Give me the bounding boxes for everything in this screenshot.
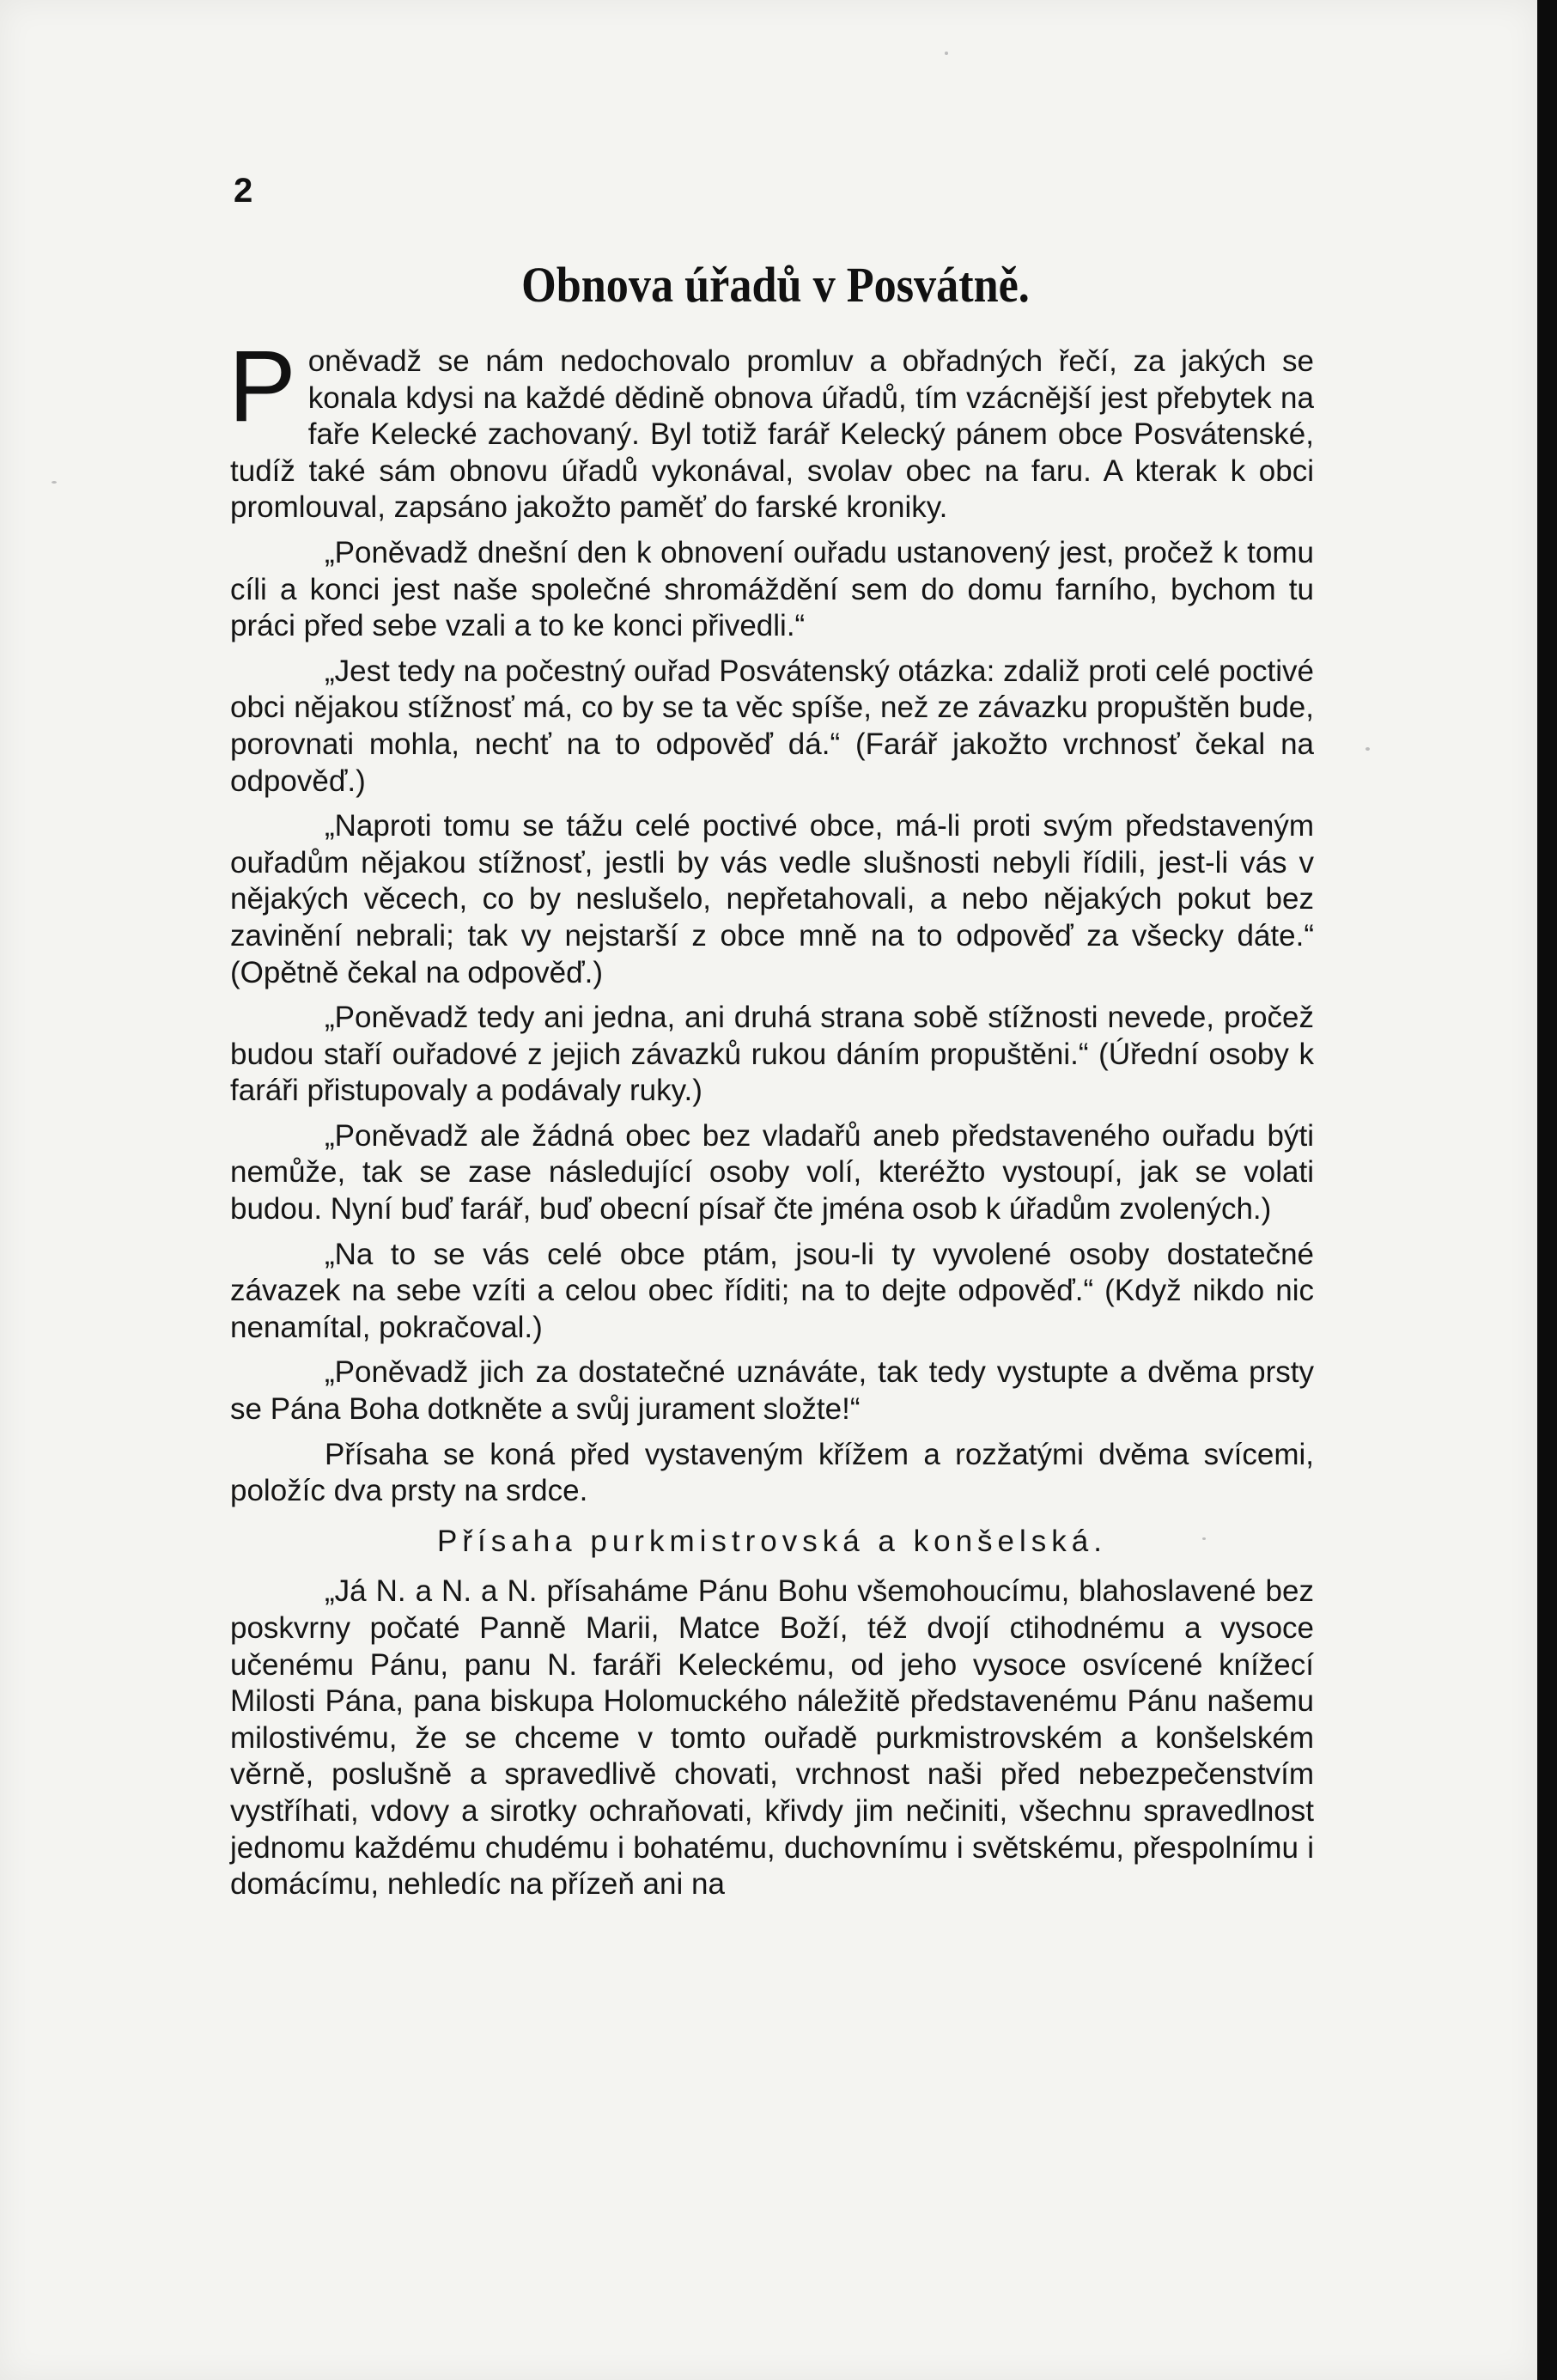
paragraph: „Jest tedy na počestný ouřad Posvátenský otázka: zdaliž proti celé poctivé obci nějakou stížnosť má, co by se ta věc spíše, než ze závazku propuštěn bude, porovnati mohla, nechť na to odpověď dá.“ (Farář jakožto vrchnosť čekal na odpověď.) — [230, 654, 1314, 798]
paragraph: „Na to se vás celé obce ptám, jsou-li ty vyvolené osoby dostatečné závazek na sebe vzíti a celou obec říditi; na to dejte odpověď.“ (Když nikdo nic nenamítal, pokračoval.) — [230, 1237, 1314, 1344]
paper-speck — [52, 481, 57, 484]
paragraph: „Poněvadž tedy ani jedna, ani druhá strana sobě stížnosti nevede, pročež budou staří ouřadové z jejich závazků rukou dáním propuštěni.“ (Úřední osoby k faráři přistupovaly a podávaly ruky.) — [230, 1001, 1314, 1108]
paragraph: „Naproti tomu se tážu celé poctivé obce, má-li proti svým představeným ouřadům nějakou stížnosť, jestli by vás vedle slušnosti nebyli řídili, jest-li vás v nějakých věcech, co by neslušelo, nepřetahovali, a nebo nějakých pokut bez zavinění nebrali; tak vy nejstarší z obce mně na to odpověď za všecky dáte.“ (Opětně čekal na odpověď.) — [230, 809, 1314, 989]
section-heading: Přísaha purkmistrovská a konšelská. — [437, 1524, 1107, 1558]
paper-speck — [1365, 747, 1370, 751]
paper-speck — [1202, 1537, 1206, 1540]
paragraph: Přísaha se koná před vystaveným křížem a rozžatými dvěma svícemi, položíc dva prsty na srdce. — [230, 1437, 1314, 1508]
page-title: Obnova úřadů v Posvátně. — [521, 257, 1030, 313]
scan-edge — [1537, 0, 1557, 2380]
paper-speck — [945, 52, 948, 55]
drop-cap: P — [228, 330, 296, 443]
oath-paragraph: „Já N. a N. a N. přísaháme Pánu Bohu všemohoucímu, blahoslavené bez poskvrny počaté Panně Marii, Matce Boží, též dvojí ctihodnému a vysoce učenému Pánu, panu N. faráři Keleckému, od jeho vysoce osvícené knížecí Milosti Pána, pana biskupa Holomuckého náležitě představenému Pánu našemu milostivému, že se chceme v tomto ouřadě purkmistrovském a konšelském věrně, poslušně a spravedlivě chovati, vrchnost naši před nebezpečenstvím vystříhati, vdovy a sirotky ochraňovati, křivdy jim nečiniti, všechnu spravedlnost jednomu každému chudému i bohatému, duchovnímu i světskému, přespolnímu i domácímu, nehledíc na přízeň ani na — [230, 1574, 1314, 1902]
intro-paragraph — [228, 330, 1314, 527]
paragraph: „Poněvadž ale žádná obec bez vladařů aneb představeného ouřadu býti nemůže, tak se zase následující osoby volí, kteréžto vystoupí, jak se volati budou. Nyní buď farář, buď obecní písař čte jména osob k úřadům zvolených.) — [230, 1118, 1314, 1227]
article-body — [228, 330, 1314, 1912]
paragraph: „Poněvadž jich za dostatečné uznáváte, tak tedy vystupte a dvěma prsty se Pána Boha dotkněte a svůj jurament složte!“ — [230, 1355, 1314, 1427]
intro-text: oněvadž se nám nedochovalo promluv a obřadných řečí, za jakých se konala kdysi na každé dědině obnova úřadů, tím vzácnější jest přebytek na faře Kelecké zachovaný. Byl totiž farář Kelecký pánem obce Posvátenské, tudíž také sám obnovu úřadů vykonával, svolav obec na faru. A kterak k obci promlouval, zapsáno jakožto paměť do farské kroniky. — [230, 344, 1314, 525]
paragraph: „Poněvadž dnešní den k obnovení ouřadu ustanovený jest, pročež k tomu cíli a konci jest naše společné shromáždění sem do domu farního, bychom tu práci před sebe vzali a to ke konci přivedli.“ — [230, 535, 1314, 643]
page-number: 2 — [234, 172, 253, 210]
